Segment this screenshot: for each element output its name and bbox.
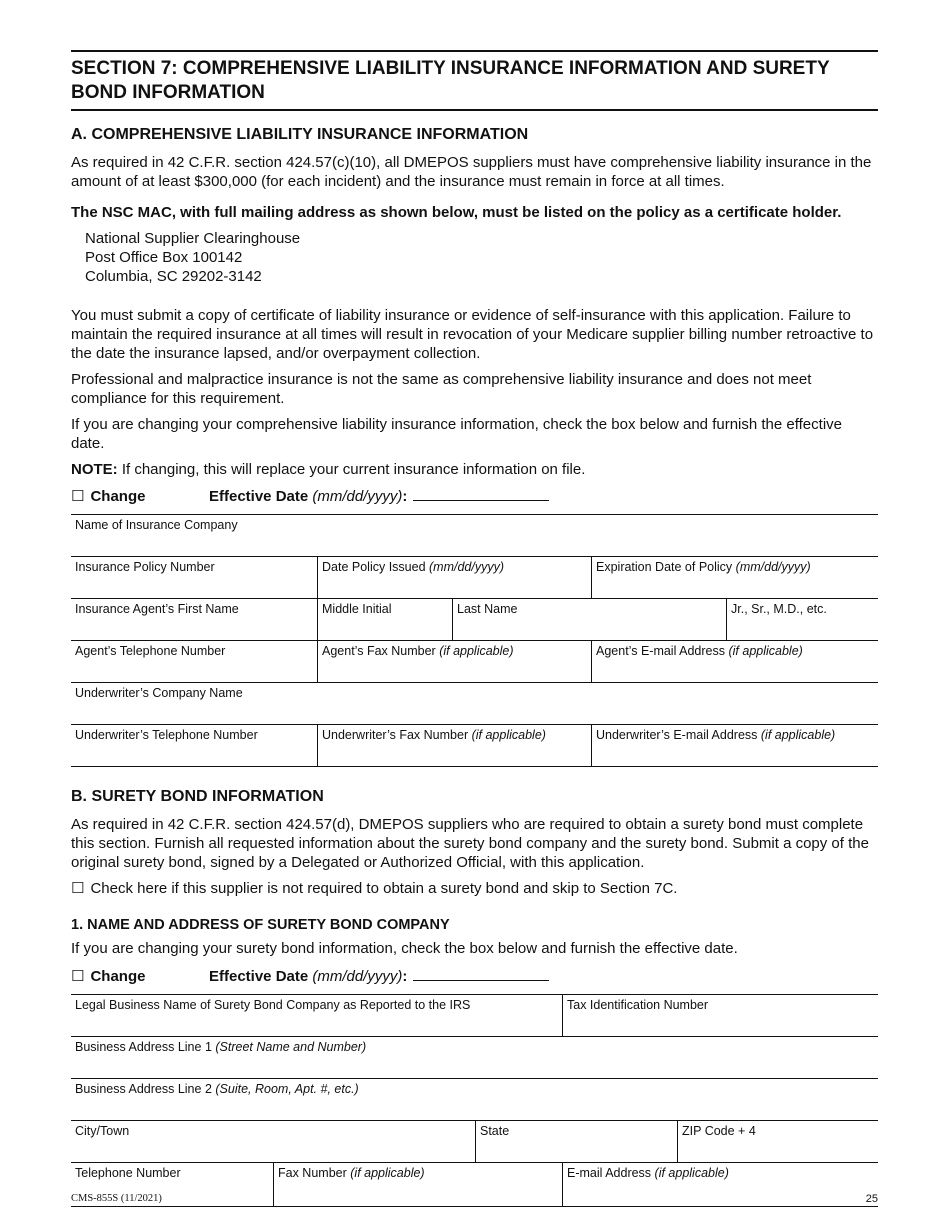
middle-initial-field[interactable]: Middle Initial	[317, 599, 452, 640]
change-label: Change	[90, 968, 146, 985]
nsc-address	[85, 229, 878, 286]
agent-email-field[interactable]: Agent’s E-mail Address (if applicable)	[591, 641, 878, 682]
certificate-holder-note: The NSC MAC, with full mailing address as shown below, must be listed on the policy as a certificate holder.	[71, 204, 842, 221]
grid-row	[71, 598, 878, 640]
part-b-heading: B. SURETY BOND INFORMATION	[71, 788, 324, 805]
insurance-company-field[interactable]: Name of Insurance Company	[75, 518, 238, 532]
part-a-intro: As required in 42 C.F.R. section 424.57(c)(10), all DMEPOS suppliers must have comprehensive liability insurance in the amount of at least $300,000 (for each incident) and the insurance must remain in force at all times.	[71, 154, 872, 190]
surety-fax-field[interactable]: Fax Number (if applicable)	[273, 1163, 562, 1206]
page-footer	[71, 1193, 878, 1205]
agent-first-name-field[interactable]: Insurance Agent’s First Name	[75, 602, 239, 616]
certificate-requirement: You must submit a copy of certificate of liability insurance or evidence of self-insurance with this application. Failure to maintain the required insurance at all times will result in revocation of your Medicare supplier billing number retroactive to the date the insurance lapsed, and/or overpayment collection.	[71, 307, 874, 362]
page-number: 25	[865, 1193, 878, 1205]
section-title: SECTION 7: COMPREHENSIVE LIABILITY INSURANCE INFORMATION AND SURETY BOND INFORMATION	[71, 50, 878, 111]
effective-date-label: Effective Date (mm/dd/yyyy):	[209, 968, 408, 985]
not-required-label: Check here if this supplier is not required to obtain a surety bond and skip to Section 7C.	[90, 880, 678, 897]
not-required-row	[71, 879, 878, 898]
agent-phone-field[interactable]: Agent’s Telephone Number	[75, 644, 226, 658]
effective-date-label: Effective Date (mm/dd/yyyy):	[209, 488, 408, 505]
address-line: Columbia, SC 29202-3142	[85, 268, 262, 285]
underwriter-email-field[interactable]: Underwriter’s E-mail Address (if applicable)	[591, 725, 878, 766]
surety-effective-date-field[interactable]	[413, 968, 549, 981]
note-text: If changing, this will replace your current insurance information on file.	[117, 461, 586, 478]
surety-change-row	[71, 967, 878, 986]
insurance-change-row	[71, 487, 878, 506]
policy-number-field[interactable]: Insurance Policy Number	[75, 560, 215, 574]
malpractice-note: Professional and malpractice insurance is not the same as comprehensive liability insurance and does not meet compliance for this requirement.	[71, 371, 812, 407]
surety-company-heading: 1. NAME AND ADDRESS OF SURETY BOND COMPANY	[71, 917, 450, 933]
surety-tin-field[interactable]: Tax Identification Number	[562, 995, 878, 1036]
address-line: National Supplier Clearinghouse	[85, 230, 301, 247]
grid-row	[71, 1036, 878, 1078]
suffix-field[interactable]: Jr., Sr., M.D., etc.	[726, 599, 878, 640]
grid-row	[71, 1120, 878, 1162]
grid-row	[71, 514, 878, 556]
note-paragraph	[71, 460, 878, 479]
change-instructions: If you are changing your comprehensive liability insurance information, check the box below and furnish the effective date.	[71, 416, 842, 452]
checkbox-icon[interactable]: ☐	[71, 488, 85, 505]
surety-legal-name-field[interactable]: Legal Business Name of Surety Bond Company as Reported to the IRS	[75, 998, 471, 1012]
grid-row	[71, 1078, 878, 1120]
underwriter-company-field[interactable]: Underwriter’s Company Name	[75, 686, 243, 700]
form-page	[71, 0, 878, 1207]
note-label: NOTE:	[71, 461, 118, 478]
grid-row	[71, 640, 878, 682]
change-label: Change	[90, 488, 146, 505]
insurance-effective-date-field[interactable]	[413, 488, 549, 501]
grid-row	[71, 556, 878, 598]
expiration-date-field[interactable]: Expiration Date of Policy (mm/dd/yyyy)	[591, 557, 878, 598]
underwriter-phone-field[interactable]: Underwriter’s Telephone Number	[75, 728, 258, 742]
part-a-heading: A. COMPREHENSIVE LIABILITY INSURANCE INFORMATION	[71, 126, 529, 143]
last-name-field[interactable]: Last Name	[452, 599, 726, 640]
form-id: CMS-855S (11/2021)	[71, 1193, 162, 1204]
surety-zip-field[interactable]: ZIP Code + 4	[677, 1121, 878, 1162]
surety-phone-field[interactable]: Telephone Number	[75, 1166, 181, 1180]
checkbox-icon[interactable]: ☐	[71, 968, 85, 985]
surety-city-field[interactable]: City/Town	[75, 1124, 130, 1138]
insurance-change-checkbox[interactable]	[71, 487, 209, 505]
part-b-intro: As required in 42 C.F.R. section 424.57(d), DMEPOS suppliers who are required to obtain a surety bond must complete this section. Furnish all requested information about the surety bond company and the surety bond. Submit a copy of the original surety bond, signed by a Delegated or Authorized Official, with this application.	[71, 816, 869, 871]
surety-change-checkbox[interactable]	[71, 967, 209, 985]
address-line: Post Office Box 100142	[85, 249, 243, 266]
underwriter-fax-field[interactable]: Underwriter’s Fax Number (if applicable)	[317, 725, 591, 766]
surety-state-field[interactable]: State	[475, 1121, 677, 1162]
surety-email-field[interactable]: E-mail Address (if applicable)	[562, 1163, 878, 1206]
surety-change-instructions: If you are changing your surety bond information, check the box below and furnish the effective date.	[71, 940, 738, 957]
surety-address-line2-field[interactable]: Business Address Line 2 (Suite, Room, Apt. #, etc.)	[75, 1082, 359, 1096]
grid-row	[71, 724, 878, 767]
surety-address-line1-field[interactable]: Business Address Line 1 (Street Name and Number)	[75, 1040, 367, 1054]
insurance-fields-grid	[71, 514, 878, 767]
surety-fields-grid	[71, 994, 878, 1207]
grid-row	[71, 994, 878, 1036]
date-issued-field[interactable]: Date Policy Issued (mm/dd/yyyy)	[317, 557, 591, 598]
not-required-checkbox[interactable]: ☐	[71, 880, 85, 897]
agent-fax-field[interactable]: Agent’s Fax Number (if applicable)	[317, 641, 591, 682]
grid-row	[71, 682, 878, 724]
